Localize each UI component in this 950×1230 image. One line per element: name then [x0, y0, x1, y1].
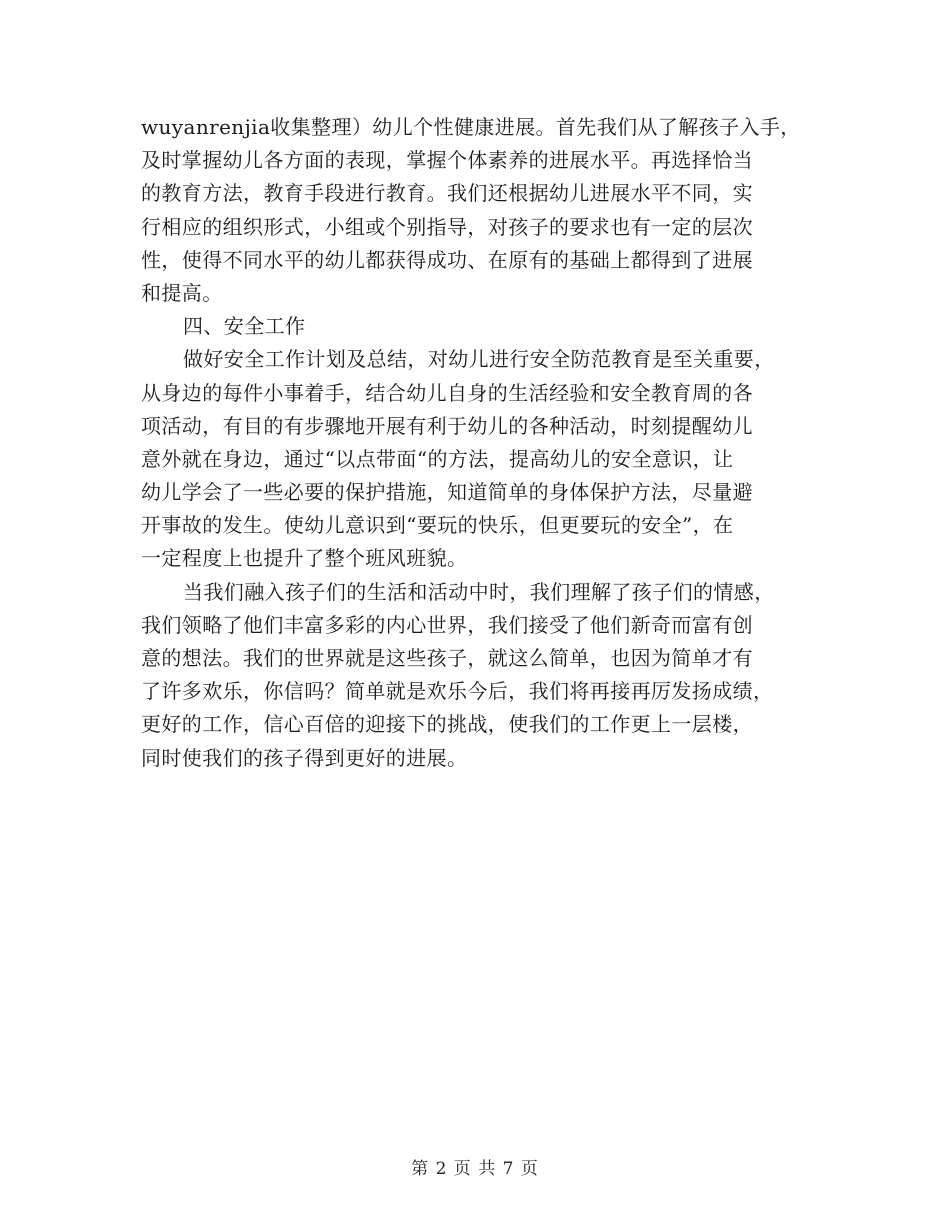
- text-line: 和提高。: [141, 280, 223, 305]
- text-line: 开事故的发生。使幼儿意识到“要玩的快乐，但更要玩的安全”，在: [141, 513, 734, 538]
- text-line: 同时使我们的孩子得到更好的进展。: [141, 745, 468, 770]
- page-number-label: 第 2 页 共 7 页: [411, 1159, 539, 1179]
- text-line: 的教育方法，教育手段进行教育。我们还根据幼儿进展水平不同，实: [141, 181, 753, 206]
- text-line: 一定程度上也提升了整个班风班貌。: [141, 546, 468, 571]
- text-line: 性，使得不同水平的幼儿都获得成功、在原有的基础上都得到了进展: [141, 247, 753, 272]
- text-line: 意外就在身边，通过“以点带面“的方法，提高幼儿的安全意识，让: [141, 446, 734, 471]
- text-line: 更好的工作，信心百倍的迎接下的挑战，使我们的工作更上一层楼，: [141, 712, 753, 737]
- text-line: 当我们融入孩子们的生活和活动中时，我们理解了孩子们的情感，: [183, 579, 775, 604]
- section-heading: 四、安全工作: [183, 314, 306, 339]
- text-line: 我们领略了他们丰富多彩的内心世界，我们接受了他们新奇而富有创: [141, 612, 753, 637]
- text-line: wuyanrenjia收集整理）幼儿个性健康进展。首先我们从了解孩子入手，: [141, 115, 801, 139]
- body-text: [141, 111, 821, 775]
- text-line: 幼儿学会了一些必要的保护措施，知道简单的身体保护方法，尽量避: [141, 480, 753, 505]
- text-line: 行相应的组织形式，小组或个别指导，对孩子的要求也有一定的层次: [141, 214, 753, 239]
- text-line: 项活动，有目的有步骤地开展有利于幼儿的各种活动，时刻提醒幼儿: [141, 413, 753, 438]
- text-line: 意的想法。我们的世界就是这些孩子，就这么简单，也因为简单才有: [141, 646, 753, 670]
- text-line: 及时掌握幼儿各方面的表现，掌握个体素养的进展水平。再选择恰当: [141, 148, 753, 173]
- page-footer: [0, 1154, 950, 1179]
- text-line: 做好安全工作计划及总结，对幼儿进行安全防范教育是至关重要，: [183, 347, 775, 372]
- text-line: 了许多欢乐，你信吗？简单就是欢乐今后，我们将再接再厉发扬成绩，: [141, 679, 774, 704]
- text-line: 从身边的每件小事着手，结合幼儿自身的生活经验和安全教育周的各: [141, 380, 753, 405]
